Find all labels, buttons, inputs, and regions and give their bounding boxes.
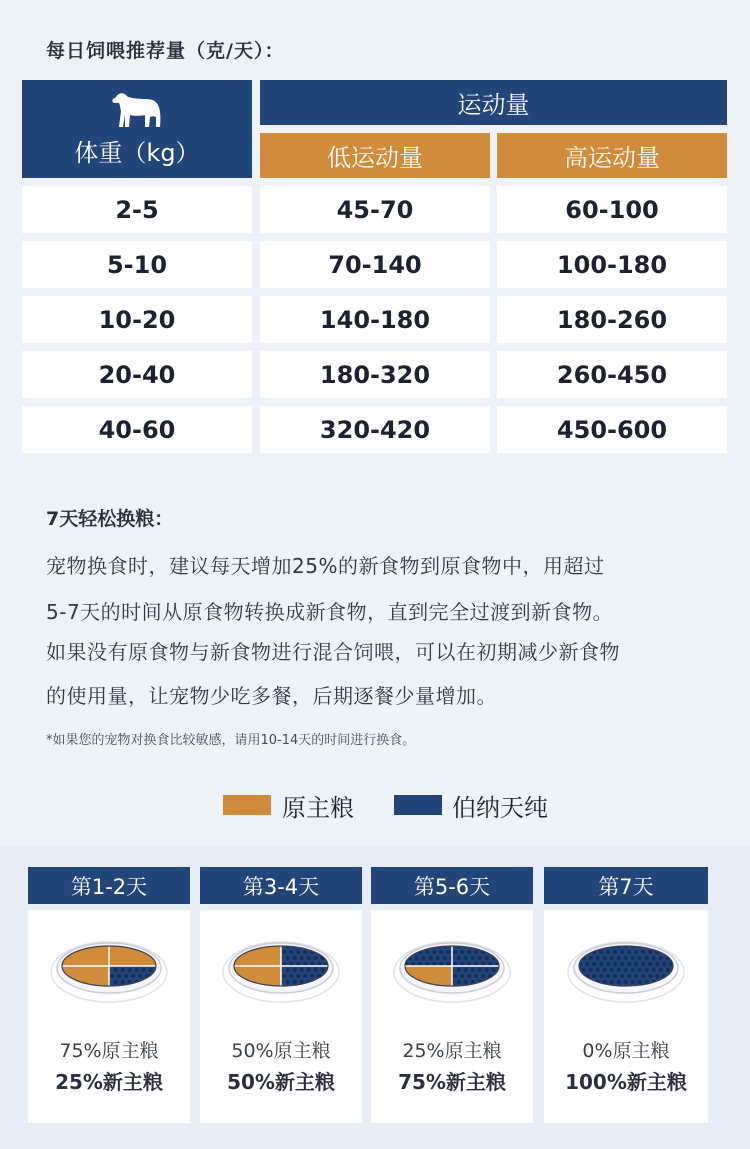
row-low: 140-180	[260, 296, 490, 343]
transition-line: 如果没有原食物与新食物进行混合饲喂，可以在初期减少新食物	[46, 640, 620, 664]
activity-header: 运动量	[260, 80, 727, 125]
row-high: 180-260	[497, 296, 727, 343]
row-low: 45-70	[260, 186, 490, 233]
row-high: 100-180	[497, 241, 727, 288]
weight-header: 体重（kg）	[74, 139, 200, 167]
feeding-title: 每日饲喂推荐量（克/天）：	[46, 40, 285, 62]
new-food-percent: 75%新主粮	[398, 1070, 506, 1094]
food-bowl-icon	[393, 938, 511, 1010]
high-activity-header: 高运动量	[497, 133, 727, 178]
new-food-percent: 50%新主粮	[227, 1070, 335, 1094]
row-high: 450-600	[497, 406, 727, 453]
old-food-percent: 50%原主粮	[231, 1040, 331, 1062]
legend-new-swatch	[394, 795, 442, 815]
row-weight: 2-5	[22, 186, 252, 233]
new-food-percent: 25%新主粮	[55, 1070, 163, 1094]
dog-icon	[110, 89, 164, 131]
transition-line: 的使用量，让宠物少吃多餐，后期逐餐少量增加。	[46, 684, 497, 708]
row-weight: 20-40	[22, 351, 252, 398]
transition-line: 5-7天的时间从原食物转换成新食物，直到完全过渡到新食物。	[46, 600, 614, 624]
row-low: 70-140	[260, 241, 490, 288]
row-high: 260-450	[497, 351, 727, 398]
food-bowl-icon	[50, 938, 168, 1010]
row-low: 320-420	[260, 406, 490, 453]
old-food-percent: 0%原主粮	[582, 1040, 670, 1062]
row-low: 180-320	[260, 351, 490, 398]
new-food-percent: 100%新主粮	[565, 1070, 687, 1094]
transition-line: 宠物换食时，建议每天增加25%的新食物到原食物中，用超过	[46, 554, 605, 578]
legend-old-swatch	[223, 795, 271, 815]
old-food-percent: 25%原主粮	[402, 1040, 502, 1062]
legend-new-label: 伯纳天纯	[452, 794, 548, 822]
row-weight: 10-20	[22, 296, 252, 343]
day-header: 第3-4天	[200, 867, 362, 904]
food-bowl-icon	[567, 938, 685, 1010]
transition-title: 7天轻松换粮：	[46, 508, 174, 530]
food-bowl-icon	[222, 938, 340, 1010]
low-activity-header: 低运动量	[260, 133, 490, 178]
day-header: 第5-6天	[371, 867, 533, 904]
row-weight: 40-60	[22, 406, 252, 453]
day-header: 第1-2天	[28, 867, 190, 904]
row-high: 60-100	[497, 186, 727, 233]
legend-old-label: 原主粮	[282, 794, 354, 822]
sensitivity-note: *如果您的宠物对换食比较敏感，请用10-14天的时间进行换食。	[46, 733, 416, 748]
row-weight: 5-10	[22, 241, 252, 288]
day-header: 第7天	[544, 867, 708, 904]
old-food-percent: 75%原主粮	[59, 1040, 159, 1062]
